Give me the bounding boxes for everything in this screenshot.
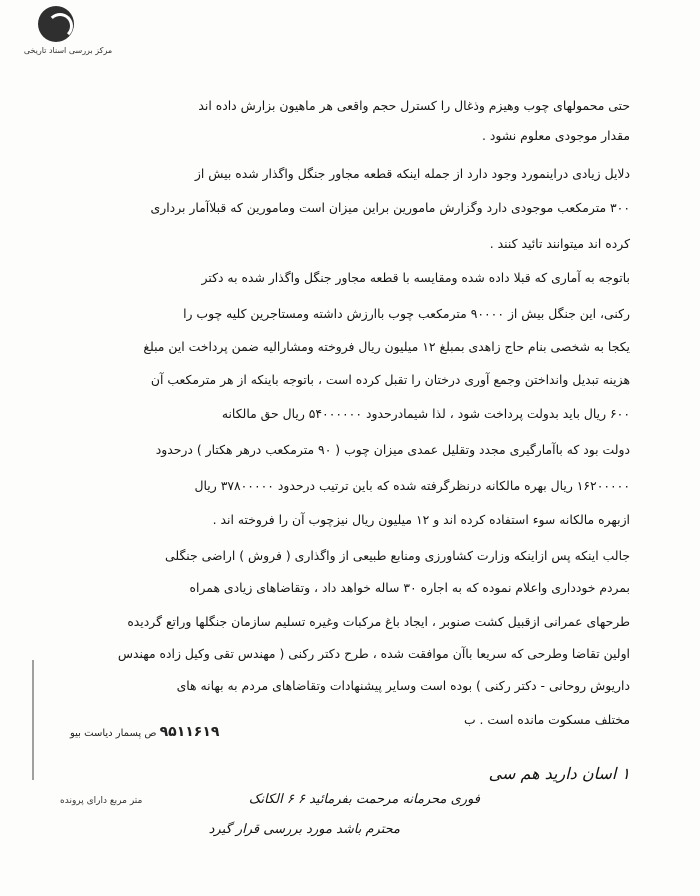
body-line-19: مختلف مسکوت مانده است . ب [463, 712, 630, 727]
handwritten-margin-note: متر مربع دارای پرونده [60, 796, 143, 806]
body-line-18: داریوش روحانی - دکتر رکنی ) بوده است وسایر پیشنهادات وتقاضاهای مردم به بهانه های [176, 678, 630, 693]
body-line-3: دلایل زیادی دراینمورد وجود دارد از جمله اینکه قطعه مجاور جنگل واگذار شده بیش از [194, 166, 630, 181]
body-line-1: حتی محمولهای چوب وهیزم وذغال را کسترل حجم واقعی هر ماهیون بزارش داده اند [198, 98, 630, 113]
scan-edge-mark [32, 660, 34, 780]
archive-logo-text: مرکز بررسی اسناد تاریخی [23, 46, 113, 55]
body-line-14: جالب اینکه پس ازاینکه وزارت کشاورزی ومنابع طبیعی از واگذاری ( فروش ) اراضی جنگلی [165, 548, 630, 563]
body-line-13: ازبهره مالکانه سوء استفاده کرده اند و ۱۲ میلیون ریال نیزچوب آن را فروخته اند . [212, 512, 630, 527]
body-line-17: اولین تقاضا وطرحی که سریعا باآن موافقت شده ، طرح دکتر رکنی ( مهندس تقی وکیل زاده مهندس [117, 646, 630, 661]
date-stamp-label: ص پسمار دیاست بیو [70, 728, 157, 739]
body-line-6: باتوجه به آماری که قبلا داده شده ومقایسه با قطعه مجاور جنگل واگذار شده به دکتر [201, 270, 630, 285]
archive-logo-icon [38, 6, 74, 42]
handwritten-note-2: فوری محرمانه مرحمت بفرمائید ۶ ۶ الکانک [248, 792, 480, 807]
body-line-5: کرده اند میتوانند تائید کنند . [489, 236, 630, 251]
handwritten-note-3: محترم باشد مورد بررسی قرار گیرد [208, 822, 400, 837]
date-stamp [70, 724, 219, 740]
handwritten-note-1: ۱ اسان دارید هم سی [488, 764, 630, 783]
body-line-2: مقدار موجودی معلوم نشود . [481, 128, 630, 143]
archive-logo [8, 6, 128, 58]
body-line-8: یکجا به شخصی بنام حاج زاهدی بمبلغ ۱۲ میلیون ریال فروخته ومشارالیه ضمن پرداخت این مبلغ [143, 339, 630, 354]
body-line-11: دولت بود که باآمارگیری مجدد وتقلیل عمدی میزان چوب ( ۹۰ مترمکعب درهر هکتار ) درحدود [155, 442, 630, 457]
body-line-15: بمردم خودداری واعلام نموده که به اجاره ۳۰ ساله خواهد داد ، وتقاضاهای زیادی همراه [189, 580, 630, 595]
body-line-10: ۶۰۰ ریال باید بدولت پرداخت شود ، لذا شیمادرحدود ۵۴۰۰۰۰۰۰ ریال حق مالکانه [221, 406, 630, 421]
body-line-12: ۱۶۲۰۰۰۰۰ ریال بهره مالکانه درنظرگرفته شده که باین ترتیب درحدود ۳۷۸۰۰۰۰۰ ریال [194, 478, 630, 493]
body-line-9: هزینه تبدیل وانداختن وجمع آوری درختان را تقبل کرده است ، باتوجه باینکه از هر مترمکعب آن [150, 372, 630, 387]
body-line-7: رکنی، این جنگل بیش از ۹۰۰۰۰ مترمکعب چوب باارزش داشته ومستاجرین کلیه چوب را [183, 306, 630, 321]
body-line-16: طرحهای عمرانی ازقبیل کشت صنوبر ، ایجاد باغ مرکبات وغیره تسلیم سازمان جنگلها وراتع گردیده [127, 614, 630, 629]
date-stamp-number: ۹۵۱۱۶۱۹ [159, 724, 220, 740]
body-line-4: ۳۰۰ مترمکعب موجودی دارد وگزارش مامورین براین میزان است ومامورین که قبلاآمار برداری [150, 200, 630, 215]
